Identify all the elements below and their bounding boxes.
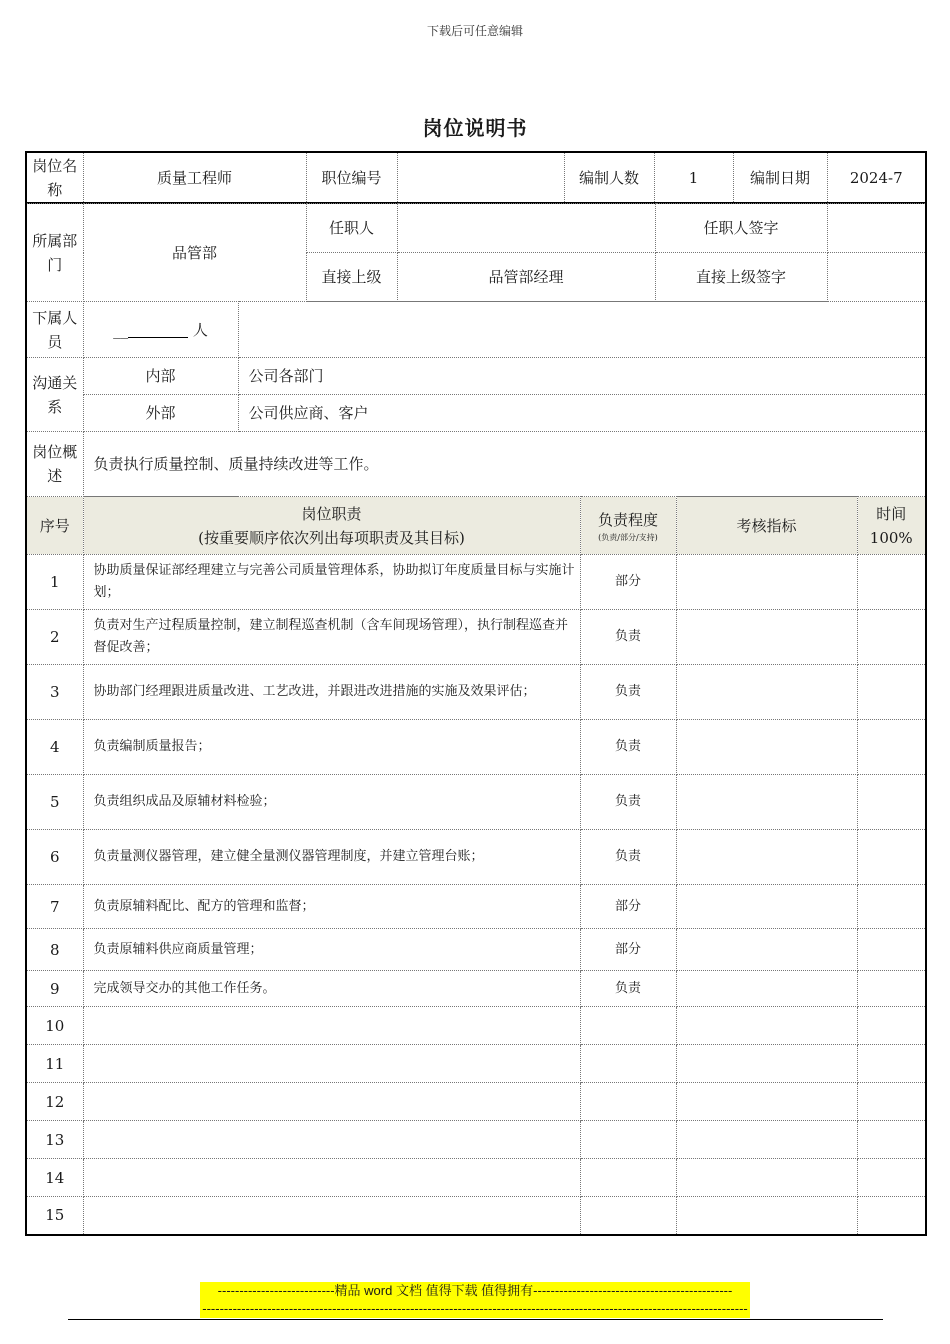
duty-no: 13 xyxy=(26,1121,83,1159)
table-row xyxy=(26,1159,926,1197)
duty-kpi xyxy=(676,610,857,665)
duty-kpi xyxy=(676,1083,857,1121)
duty-level xyxy=(580,1197,676,1235)
duty-time xyxy=(857,555,926,610)
duty-level: 负责 xyxy=(580,665,676,720)
duty-text xyxy=(83,1121,580,1159)
incumbent-value xyxy=(397,204,655,253)
duty-time xyxy=(857,1045,926,1083)
duty-no: 10 xyxy=(26,1007,83,1045)
subordinates-unit: 人 xyxy=(192,320,208,339)
table-row xyxy=(26,720,926,775)
duty-kpi xyxy=(676,929,857,971)
duty-time xyxy=(857,610,926,665)
duty-no: 2 xyxy=(26,610,83,665)
incumbent-sign-label: 任职人签字 xyxy=(655,204,827,253)
duty-no: 9 xyxy=(26,971,83,1007)
duty-text: 协助质量保证部经理建立与完善公司质量管理体系，协助拟订年度质量目标与实施计划； xyxy=(83,555,580,610)
table-row xyxy=(26,971,926,1007)
duty-kpi xyxy=(676,971,857,1007)
duty-level xyxy=(580,1007,676,1045)
duties-header-duty-sub: (按重要顺序依次列出每项职责及其目标) xyxy=(198,528,465,547)
dept-value: 品管部 xyxy=(83,204,306,302)
date-label: 编制日期 xyxy=(733,152,827,203)
position-code-value xyxy=(397,152,564,203)
duty-level: 负责 xyxy=(580,830,676,885)
duty-text xyxy=(83,1197,580,1235)
duty-level: 负责 xyxy=(580,775,676,830)
dept-label: 所属部门 xyxy=(26,204,83,302)
duty-text xyxy=(83,1045,580,1083)
duty-time xyxy=(857,885,926,929)
table-row xyxy=(26,555,926,610)
duty-text: 协助部门经理跟进质量改进、工艺改进，并跟进改进措施的实施及效果评估； xyxy=(83,665,580,720)
duties-header-duty xyxy=(83,497,580,555)
date-value: 2024-7 xyxy=(827,152,926,203)
duty-kpi xyxy=(676,1045,857,1083)
table-row xyxy=(26,610,926,665)
duty-time xyxy=(857,1083,926,1121)
internal-label: 内部 xyxy=(83,358,238,395)
duty-no: 7 xyxy=(26,885,83,929)
table-row xyxy=(26,1083,926,1121)
duty-time xyxy=(857,1197,926,1235)
header-note: 下载后可任意编辑 xyxy=(426,24,523,38)
document-title: 岗位说明书 xyxy=(422,116,528,140)
position-code-label: 职位编号 xyxy=(306,152,397,203)
duty-time xyxy=(857,665,926,720)
duty-no: 3 xyxy=(26,665,83,720)
relations-table xyxy=(25,301,927,497)
table-row xyxy=(26,1197,926,1235)
duty-text xyxy=(83,1007,580,1045)
incumbent-label: 任职人 xyxy=(306,204,397,253)
table-row xyxy=(26,1121,926,1159)
duty-no: 8 xyxy=(26,929,83,971)
duty-no: 5 xyxy=(26,775,83,830)
duty-level: 部分 xyxy=(580,929,676,971)
table-row xyxy=(26,929,926,971)
duty-level xyxy=(580,1045,676,1083)
duty-level xyxy=(580,1083,676,1121)
duty-kpi xyxy=(676,720,857,775)
duties-header-level-sub: (负责/部分/支持) xyxy=(598,532,658,542)
supervisor-sign-value xyxy=(827,253,926,302)
duties-body xyxy=(26,555,926,1235)
duty-kpi xyxy=(676,1007,857,1045)
org-info-table xyxy=(25,203,927,302)
duty-time xyxy=(857,1121,926,1159)
external-label: 外部 xyxy=(83,395,238,432)
supervisor-sign-label: 直接上级签字 xyxy=(655,253,827,302)
footer-line-1: ---------------------------精品 word 文档 值得下载 值得拥有---------------------------------------------- xyxy=(217,1283,733,1298)
duties-header-time-sub: 100% xyxy=(869,528,913,547)
duties-header-duty-title: 岗位职责 xyxy=(301,504,362,523)
headcount-value: 1 xyxy=(654,152,733,203)
duties-header-kpi: 考核指标 xyxy=(676,497,857,555)
duty-level: 负责 xyxy=(580,971,676,1007)
duty-time xyxy=(857,971,926,1007)
duty-time xyxy=(857,1159,926,1197)
footer-banner xyxy=(200,1282,750,1318)
duty-kpi xyxy=(676,775,857,830)
headcount-label: 编制人数 xyxy=(564,152,654,203)
duty-level: 负责 xyxy=(580,720,676,775)
duty-kpi xyxy=(676,555,857,610)
duty-text: 负责原辅料配比、配方的管理和监督； xyxy=(83,885,580,929)
duty-level: 部分 xyxy=(580,555,676,610)
duty-time xyxy=(857,775,926,830)
overview-text: 负责执行质量控制、质量持续改进等工作。 xyxy=(83,432,926,497)
duty-text: 负责编制质量报告； xyxy=(83,720,580,775)
subordinates-value xyxy=(83,302,238,358)
subordinates-prefix: __ xyxy=(113,320,129,339)
duty-text: 负责组织成品及原辅材料检验； xyxy=(83,775,580,830)
duty-no: 6 xyxy=(26,830,83,885)
duty-level xyxy=(580,1159,676,1197)
footer-rule xyxy=(68,1319,883,1320)
supervisor-label: 直接上级 xyxy=(306,253,397,302)
duty-time xyxy=(857,929,926,971)
post-name-label: 岗位名称 xyxy=(26,152,83,203)
duty-kpi xyxy=(676,885,857,929)
subordinates-blank xyxy=(128,323,188,338)
duty-level: 部分 xyxy=(580,885,676,929)
duty-kpi xyxy=(676,830,857,885)
subordinates-empty xyxy=(238,302,926,358)
duty-text: 负责量测仪器管理，建立健全量测仪器管理制度，并建立管理台账； xyxy=(83,830,580,885)
footer-line-2: ------------------------------------------------------------------------------------------------------------------------------ xyxy=(202,1301,748,1316)
table-row xyxy=(26,775,926,830)
subordinates-label: 下属人员 xyxy=(26,302,83,358)
duty-time xyxy=(857,830,926,885)
duty-kpi xyxy=(676,1197,857,1235)
duty-text xyxy=(83,1083,580,1121)
duties-table xyxy=(25,496,927,1236)
duty-no: 12 xyxy=(26,1083,83,1121)
table-row xyxy=(26,830,926,885)
incumbent-sign-value xyxy=(827,204,926,253)
duty-kpi xyxy=(676,1121,857,1159)
duties-header-time-title: 时间 xyxy=(876,504,907,523)
duty-time xyxy=(857,1007,926,1045)
duties-header-level-title: 负责程度 xyxy=(597,510,658,529)
basic-info-table xyxy=(25,151,927,204)
duty-no: 14 xyxy=(26,1159,83,1197)
duty-no: 4 xyxy=(26,720,83,775)
communication-label: 沟通关系 xyxy=(26,358,83,432)
duties-header-level xyxy=(580,497,676,555)
external-value: 公司供应商、客户 xyxy=(238,395,926,432)
duty-text: 负责对生产过程质量控制，建立制程巡查机制（含车间现场管理），执行制程巡查并督促改善； xyxy=(83,610,580,665)
duty-kpi xyxy=(676,1159,857,1197)
duties-header-no: 序号 xyxy=(26,497,83,555)
duty-time xyxy=(857,720,926,775)
duty-no: 15 xyxy=(26,1197,83,1235)
duty-text: 负责原辅料供应商质量管理； xyxy=(83,929,580,971)
duty-level: 负责 xyxy=(580,610,676,665)
table-row xyxy=(26,1045,926,1083)
duty-level xyxy=(580,1121,676,1159)
duty-text: 完成领导交办的其他工作任务。 xyxy=(83,971,580,1007)
duty-text xyxy=(83,1159,580,1197)
duty-no: 1 xyxy=(26,555,83,610)
duty-kpi xyxy=(676,665,857,720)
table-row xyxy=(26,665,926,720)
supervisor-value: 品管部经理 xyxy=(397,253,655,302)
internal-value: 公司各部门 xyxy=(238,358,926,395)
table-row xyxy=(26,885,926,929)
overview-label: 岗位概述 xyxy=(26,432,83,497)
duties-header-time xyxy=(857,497,926,555)
post-name-value: 质量工程师 xyxy=(83,152,306,203)
duty-no: 11 xyxy=(26,1045,83,1083)
table-row xyxy=(26,1007,926,1045)
